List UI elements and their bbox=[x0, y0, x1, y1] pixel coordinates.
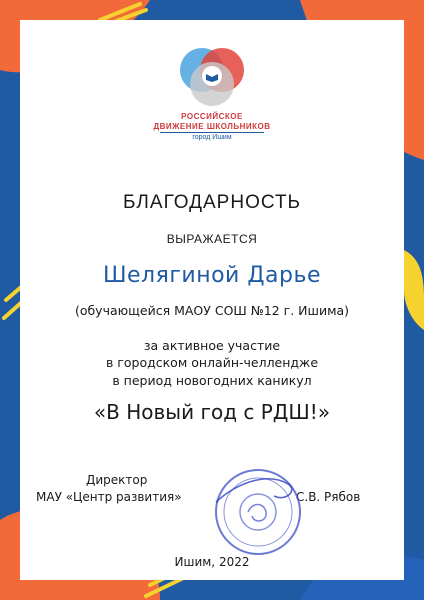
rdsh-logo-icon bbox=[164, 44, 260, 108]
place-and-date: Ишим, 2022 bbox=[174, 555, 250, 569]
reason-line-2: в городском онлайн-челлендже bbox=[105, 355, 319, 370]
reason-line-3: в период новогодних каникул bbox=[112, 373, 312, 388]
official-stamp-icon bbox=[208, 462, 308, 562]
signatory-title-line2: МАУ «Центр развития» bbox=[36, 490, 182, 504]
logo-text-line2: ДВИЖЕНИЕ ШКОЛЬНИКОВ bbox=[153, 122, 271, 131]
logo-divider bbox=[160, 132, 264, 133]
signatory-name: С.В. Рябов bbox=[296, 490, 361, 504]
certificate-heading: БЛАГОДАРНОСТЬ bbox=[122, 192, 302, 213]
recipient-school: (обучающейся МАОУ СОШ №12 г. Ишима) bbox=[74, 303, 350, 318]
certificate-card bbox=[20, 20, 404, 580]
signatory-title-line1: Директор bbox=[86, 473, 148, 487]
reason-line-1: за активное участие bbox=[143, 338, 281, 353]
certificate-subheading: ВЫРАЖАЕТСЯ bbox=[166, 232, 258, 246]
event-title: «В Новый год с РДШ!» bbox=[93, 400, 331, 424]
recipient-name: Шелягиной Дарье bbox=[103, 263, 321, 288]
logo-text-line1: РОССИЙСКОЕ bbox=[181, 112, 243, 121]
logo-text-line3: город Ишим bbox=[192, 134, 232, 141]
